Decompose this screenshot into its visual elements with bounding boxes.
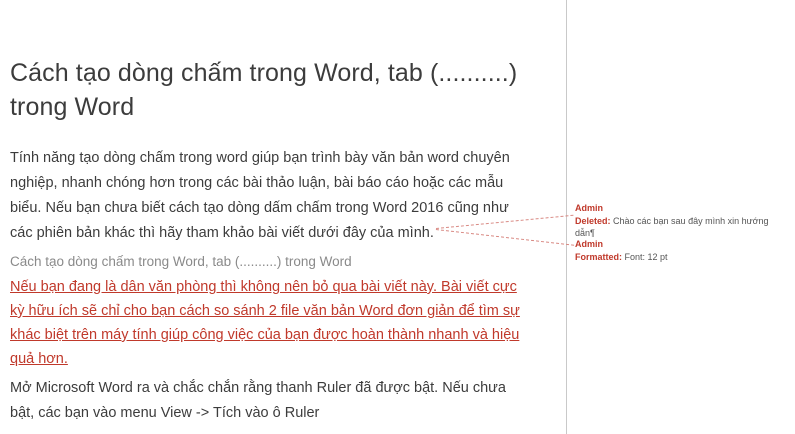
document-body[interactable] (10, 56, 530, 426)
revision-author: Admin (575, 239, 603, 249)
revision-kind: Deleted: (575, 216, 611, 226)
margin-divider (566, 0, 567, 434)
revision-content (575, 215, 790, 239)
revision-content (575, 251, 790, 263)
revision-text: Font: 12 pt (622, 252, 668, 262)
page-title: Cách tạo dòng chấm trong Word, tab (..........) trong Word (10, 59, 518, 121)
revision-kind: Formatted: (575, 252, 622, 262)
revision-text: Chào các bạn sau đây mình xin hướng dẫn¶ (575, 216, 769, 238)
paragraph-tracked-insertion: Nếu bạn đang là dân văn phòng thì không nên bỏ qua bài viết này. Bài viết cực kỳ hữu ích sẽ chỉ cho bạn cách so sánh 2 file văn bản Word đơn giản để tìm sự khác biệt trên máy tính giúp công việc của bạn được hoàn thành nhanh và hiệu quả hơn. (10, 279, 520, 367)
revision-author: Admin (575, 203, 603, 213)
paragraph-subtitle-line: Cách tạo dòng chấm trong Word, tab (..........) trong Word (10, 254, 352, 269)
revision-balloon-deleted[interactable] (575, 202, 790, 239)
paragraph-closing: Mở Microsoft Word ra và chắc chắn rằng thanh Ruler đã được bật. Nếu chưa bật, các bạn vào menu View -> Tích vào ô Ruler (10, 380, 506, 421)
paragraph-intro: Tính năng tạo dòng chấm trong word giúp bạn trình bày văn bản word chuyên nghiệp, nhanh chóng hơn trong các bài thảo luận, bài báo cáo hoặc các mẫu biểu. Nếu bạn chưa biết cách tạo dòng dấm chấm trong Word 2016 cũng như các phiên bản khác thì hãy tham khảo bài viết dưới đây của mình. (10, 150, 510, 241)
revision-balloon-formatted[interactable] (575, 238, 790, 263)
